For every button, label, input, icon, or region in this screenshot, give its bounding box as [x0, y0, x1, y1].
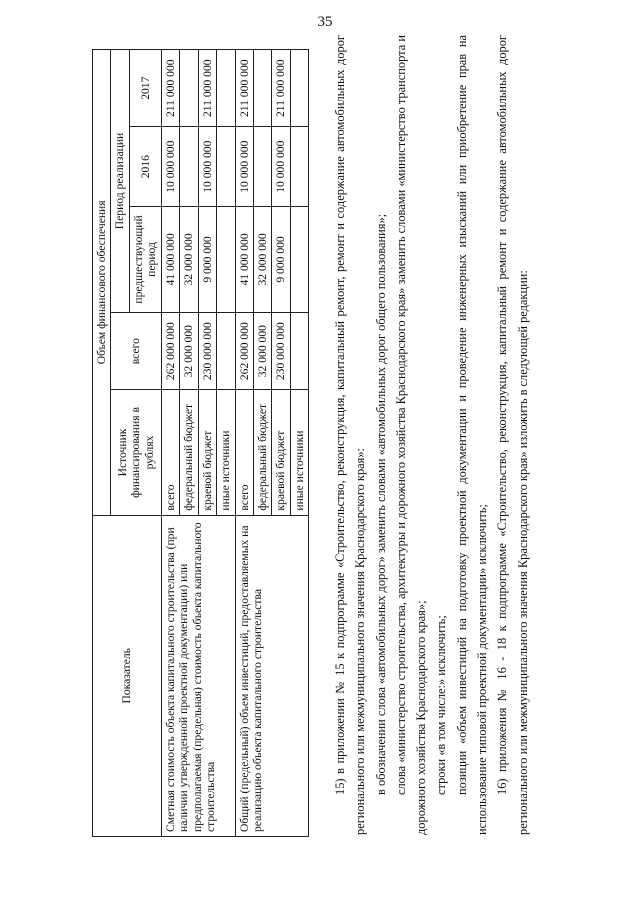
y2016-cell	[217, 127, 235, 207]
prev-cell: 9 000 000	[198, 206, 216, 312]
y2016-cell	[180, 127, 198, 207]
amendment-text	[330, 35, 533, 835]
y2016-cell	[290, 127, 308, 207]
total-cell: 230 000 000	[272, 312, 290, 389]
indicator-total-investment: Общий (предельный) объем инвестиций, предоставляемых на реализацию объекта капитального строительства	[235, 515, 309, 836]
total-cell: 230 000 000	[198, 312, 216, 389]
header-source: Источник финансирования в рублях	[111, 390, 161, 515]
prev-cell: 32 000 000	[253, 206, 271, 312]
source-cell: всего	[161, 390, 179, 515]
table-row	[161, 50, 179, 837]
paragraph-designation: в обозначении слова «автомобильных дорог» заменить словами «автомобильных дорог общего пользования»;	[373, 213, 388, 795]
y2017-cell	[180, 50, 198, 127]
prev-cell: 9 000 000	[272, 206, 290, 312]
header-total: всего	[111, 312, 161, 389]
y2016-cell	[253, 127, 271, 207]
source-cell: иные источники	[217, 390, 235, 515]
header-period: Период реализации	[111, 50, 129, 313]
prev-cell: 41 000 000	[161, 206, 179, 312]
paragraph-rows-excluded: строки «в том числе:» исключить;	[434, 615, 449, 795]
indicator-estimated-cost: Сметная стоимость объекта капитального строительства (при наличии утвержденной проектной документации) или предполагаемая (предельная) стоимость объекта капитального строительства	[161, 515, 235, 836]
paragraph-15: 15) в приложении № 15 к подпрограмме «Строительство, реконструкция, капитальный ремонт, ремонт и содержание автомобильных дорог регионального или межмуниципального значения Краснодарского края»:	[333, 35, 368, 835]
financing-table	[92, 49, 309, 837]
header-volume: Объем финансового обеспечения	[93, 50, 111, 516]
paragraph-positions-excluded: позиции «объем инвестиций на подготовку проектной документации и проведение инженерных изысканий или приобретение прав на использование типовой проектной документации» исключить;	[454, 35, 490, 835]
y2017-cell: 211 000 000	[235, 50, 253, 127]
prev-cell: 32 000 000	[180, 206, 198, 312]
total-cell: 262 000 000	[161, 312, 179, 389]
y2017-cell	[217, 50, 235, 127]
y2016-cell: 10 000 000	[235, 127, 253, 207]
source-cell: федеральный бюджет	[180, 390, 198, 515]
total-cell: 262 000 000	[235, 312, 253, 389]
y2017-cell	[290, 50, 308, 127]
y2017-cell	[253, 50, 271, 127]
prev-cell	[290, 206, 308, 312]
y2016-cell: 10 000 000	[161, 127, 179, 207]
source-cell: иные источники	[290, 390, 308, 515]
source-cell: федеральный бюджет	[253, 390, 271, 515]
y2017-cell: 211 000 000	[272, 50, 290, 127]
header-indicator: Показатель	[93, 515, 162, 836]
source-cell: краевой бюджет	[272, 390, 290, 515]
paragraph-16: 16) приложения № 16 - 18 к подпрограмме «Строительство, реконструкция, капитальный ремонт и содержание автомобильных дорог регионального или межмуниципального значения Краснодарского края» изложить в следующей редакции:	[495, 35, 530, 835]
total-cell	[217, 312, 235, 389]
prev-cell	[217, 206, 235, 312]
prev-cell: 41 000 000	[235, 206, 253, 312]
total-cell	[290, 312, 308, 389]
y2017-cell: 211 000 000	[198, 50, 216, 127]
source-cell: краевой бюджет	[198, 390, 216, 515]
header-prev-period: предшествующий период	[129, 206, 161, 312]
y2016-cell: 10 000 000	[272, 127, 290, 207]
total-cell: 32 000 000	[253, 312, 271, 389]
y2016-cell: 10 000 000	[198, 127, 216, 207]
header-2016: 2016	[129, 127, 161, 207]
y2017-cell: 211 000 000	[161, 50, 179, 127]
page-number: 35	[317, 14, 333, 30]
header-2017: 2017	[129, 50, 161, 127]
table-row	[235, 50, 253, 837]
total-cell: 32 000 000	[180, 312, 198, 389]
source-cell: всего	[235, 390, 253, 515]
paragraph-ministry: слова «министерство строительства, архитектуры и дорожного хозяйства Краснодарского края» заменить словами «министерство транспорта и дорожного хозяйства Краснодарского края»;	[393, 35, 429, 835]
